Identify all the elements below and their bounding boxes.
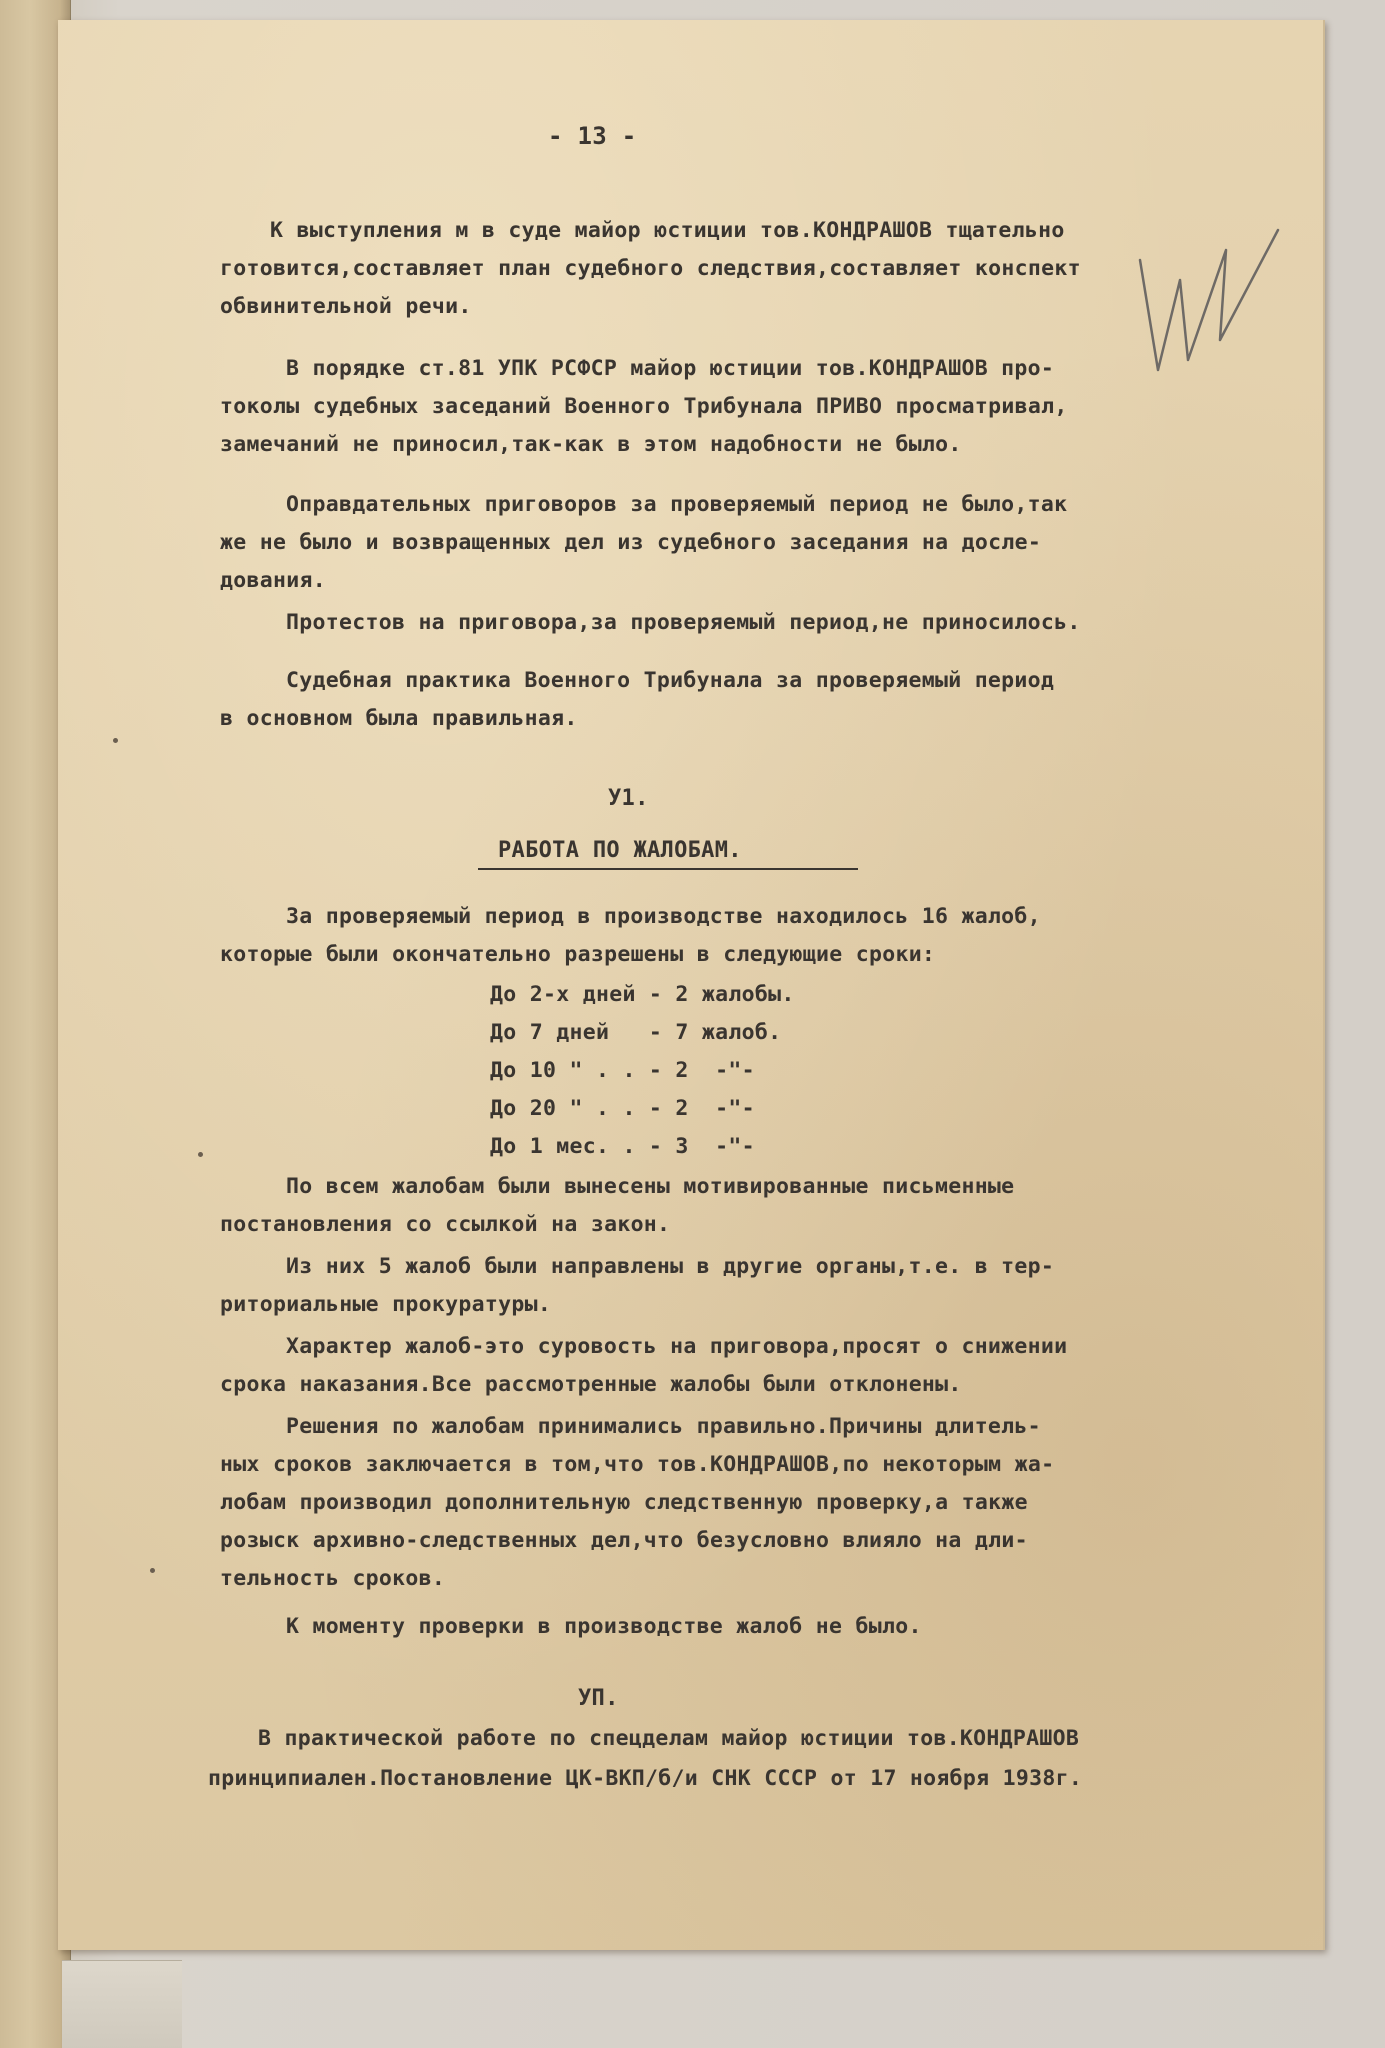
paper-speck [198,1152,203,1157]
term-item: До 1 мес. . - 3 -"- [490,1134,755,1159]
text-line: в основном была правильная. [220,706,578,731]
text-line: К выступления м в суде майор юстиции тов.КОНДРАШОВ тщательно [270,218,1065,243]
term-item: До 10 " . . - 2 -"- [490,1058,755,1083]
text-line: К моменту проверки в производстве жалоб не было. [286,1614,922,1639]
underlying-sheet [62,1960,182,2048]
text-line: За проверяемый период в производстве находилось 16 жалоб, [286,904,1041,929]
text-line: срока наказания.Все рассмотренные жалобы были отклонены. [220,1372,962,1397]
text-line: Судебная практика Военного Трибунала за проверяемый период [286,668,1055,693]
text-line: розыск архивно-следственных дел,что безусловно влияло на дли- [220,1528,1028,1553]
term-item: До 2-х дней - 2 жалобы. [490,982,795,1007]
text-line: тельность сроков. [220,1566,446,1591]
text-line: риториальные прокуратуры. [220,1292,552,1317]
section-title-underline [478,868,858,870]
text-line: дования. [220,568,326,593]
text-line: По всем жалобам были вынесены мотивированные письменные [286,1174,1015,1199]
text-line: готовится,составляет план судебного следствия,составляет конспект [220,256,1081,281]
term-item: До 7 дней - 7 жалоб. [490,1020,782,1045]
paper-speck [113,738,118,743]
text-line: Характер жалоб-это суровость на приговора,просят о снижении [286,1334,1068,1359]
text-line: же не было и возвращенных дел из судебного заседания на досле- [220,530,1042,555]
document-page [58,20,1325,1950]
text-line: замечаний не приносил,так-как в этом надобности не было. [220,432,962,457]
section-numeral: У1. [608,786,649,811]
text-line: В порядке ст.81 УПК РСФСР майор юстиции тов.КОНДРАШОВ про- [286,356,1055,381]
page-number: - 13 - [548,122,637,150]
paper-speck [150,1568,155,1573]
text-line: Решения по жалобам принимались правильно.Причины длитель- [286,1414,1041,1439]
text-line: Протестов на приговора,за проверяемый период,не приносилось. [286,610,1081,635]
text-line: обвинительной речи. [220,294,472,319]
section-title: РАБОТА ПО ЖАЛОБАМ. [498,838,742,863]
page-text [58,20,1323,1950]
text-line: Из них 5 жалоб были направлены в другие органы,т.е. в тер- [286,1254,1055,1279]
section-numeral: УП. [578,1686,619,1711]
text-line: принципиален.Постановление ЦК-ВКП/б/и СНК СССР от 17 ноября 1938г. [208,1766,1083,1791]
text-line: Оправдательных приговоров за проверяемый период не было,так [286,492,1068,517]
text-line: токолы судебных заседаний Военного Трибунала ПРИВО просматривал, [220,394,1068,419]
text-line: которые были окончательно разрешены в следующие сроки: [220,942,936,967]
text-line: лобам производил дополнительную следственную проверку,а также [220,1490,1028,1515]
text-line: постановления со ссылкой на закон. [220,1212,671,1237]
text-line: В практической работе по спецделам майор юстиции тов.КОНДРАШОВ [258,1726,1080,1751]
pencil-annotation-mark [1128,220,1288,390]
text-line: ных сроков заключается в том,что тов.КОНДРАШОВ,по некоторым жа- [220,1452,1055,1477]
term-item: До 20 " . . - 2 -"- [490,1096,755,1121]
